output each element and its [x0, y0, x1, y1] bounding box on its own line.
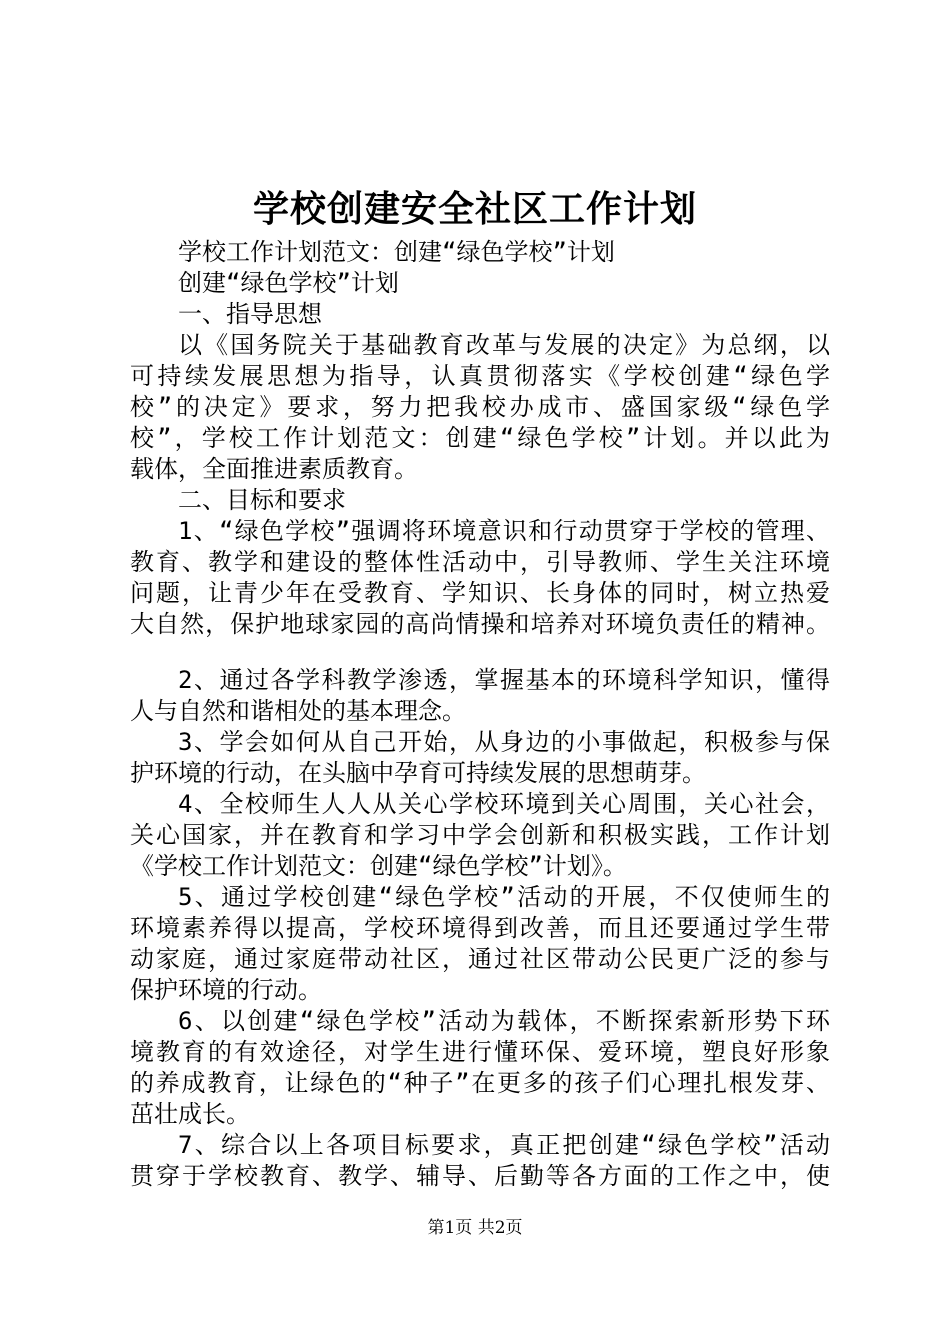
text-line: 4、全校师生人人从关心学校环境到关心周围，关心社会，: [178, 790, 830, 818]
text-line: 《学校工作计划范文：创建“绿色学校”计划》。: [130, 852, 627, 880]
text-line: 创建“绿色学校”计划: [178, 269, 399, 297]
text-line: 的养成教育，让绿色的“种子”在更多的孩子们心理扎根发芽、: [130, 1069, 830, 1097]
text-line: 大自然，保护地球家园的高尚情操和培养对环境负责任的精神。: [130, 610, 830, 638]
text-line: 3、学会如何从自己开始，从身边的小事做起，积极参与保: [178, 728, 830, 756]
text-line: 载体，全面推进素质教育。: [130, 455, 418, 483]
section-heading: 一、指导思想: [178, 300, 322, 328]
text-line: 境教育的有效途径，对学生进行懂环保、爱环境，塑良好形象: [130, 1038, 830, 1066]
text-line: 贯穿于学校教育、教学、辅导、后勤等各方面的工作之中，使: [130, 1162, 830, 1190]
text-line: 可持续发展思想为指导，认真贯彻落实《学校创建“绿色学: [130, 362, 830, 390]
text-line: 7、综合以上各项目标要求，真正把创建“绿色学校”活动: [178, 1131, 830, 1159]
text-line: 茁壮成长。: [130, 1100, 250, 1128]
text-line: 校”，学校工作计划范文：创建“绿色学校”计划。并以此为: [130, 424, 830, 452]
text-line: 1、“绿色学校”强调将环境意识和行动贯穿于学校的管理、: [178, 517, 830, 545]
text-line: 人与自然和谐相处的基本理念。: [130, 697, 466, 725]
text-line: 6、以创建“绿色学校”活动为载体，不断探索新形势下环: [178, 1007, 830, 1035]
text-line: 环境素养得以提高，学校环境得到改善，而且还要通过学生带: [130, 914, 830, 942]
text-line: 2、通过各学科教学渗透，掌握基本的环境科学知识，懂得: [178, 666, 830, 694]
text-line: 关心国家，并在教育和学习中学会创新和积极实践，工作计划: [130, 821, 830, 849]
text-line: 保护环境的行动。: [130, 976, 322, 1004]
text-line: 问题，让青少年在受教育、学知识、长身体的同时，树立热爱: [130, 579, 830, 607]
text-line: 校”的决定》要求，努力把我校办成市、盛国家级“绿色学: [130, 393, 830, 421]
text-line: 教育、教学和建设的整体性活动中，引导教师、学生关注环境: [130, 548, 830, 576]
text-line: 5、通过学校创建“绿色学校”活动的开展，不仅使师生的: [178, 883, 830, 911]
text-line: 动家庭，通过家庭带动社区，通过社区带动公民更广泛的参与: [130, 945, 830, 973]
document-title: 学校创建安全社区工作计划: [252, 188, 697, 230]
page-number-footer: 第1页 共2页: [427, 1218, 523, 1238]
section-heading: 二、目标和要求: [178, 486, 346, 514]
text-line: 护环境的行动，在头脑中孕育可持续发展的思想萌芽。: [130, 759, 706, 787]
text-line: 以《国务院关于基础教育改革与发展的决定》为总纲，以: [178, 331, 830, 359]
text-line: 学校工作计划范文：创建“绿色学校”计划: [178, 238, 615, 266]
